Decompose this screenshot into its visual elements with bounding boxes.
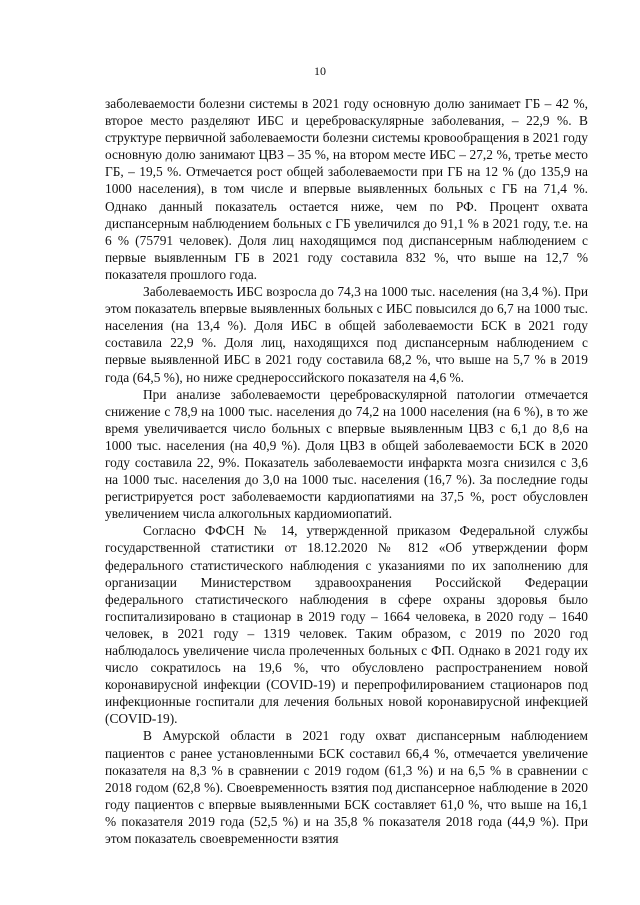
paragraph-amur-dispensary: В Амурской области в 2021 году охват диспансерным наблюдением пациентов с ранее установленными БСК составил 66,4 %, отмечается увеличение показателя на 8,3 % в сравнении с 2019 годом (61,3 %) и на 6,5 % в сравнении с 2018 годом (62,8 %). Своевременность взятия под диспансерное наблюдение в 2020 году пациентов с впервые выявленными БСК составляет 61,0 %, что выше на 16,1 % показателя 2019 года (52,5 %) и на 35,8 % показателя 2018 года (44,9 %). При этом показатель своевременности взятия	[105, 728, 588, 847]
paragraph-atrial-fibrillation: Согласно ФФСН № 14, утвержденной приказом Федеральной службы государственной статистики от 18.12.2020 № 812 «Об утверждении форм федерального статистического наблюдения с указаниями по их заполнению для организации Министерством здравоохранения Российской Федерации федерального статистического наблюдения в сфере охраны здоровья было госпитализировано в стационар в 2019 году – 1664 человека, в 2020 году – 1640 человек, в 2021 году – 1319 человек. Таким образом, с 2019 по 2020 год наблюдалось увеличение числа пролеченных больных с ФП. Однако в 2021 году их число сократилось на 19,6 %, что обусловлено распространением новой коронавирусной инфекции (COVID-19) и перепрофилированием стационаров под инфекционные госпитали для лечения больных новой коронавирусной инфекцией (COVID-19).	[105, 523, 588, 727]
page-number: 10	[314, 64, 326, 78]
document-body	[105, 95, 588, 847]
paragraph-cerebrovascular: При анализе заболеваемости цереброваскулярной патологии отмечается снижение с 78,9 на 1000 тыс. населения до 74,2 на 1000 населения (на 6 %), в то же время увеличивается число больных с впервые выявленным ЦВЗ с 6,1 до 8,6 на 1000 тыс. населения (на 40,9 %). Доля ЦВЗ в общей заболеваемости БСК в 2020 году составила 22, 9%. Показатель заболеваемости инфаркта мозга снизился с 3,6 на 1000 тыс. населения до 3,0 на 1000 тыс. населения (16,7 %). За последние годы регистрируется рост заболеваемости кардиопатиями на 37,5 %, рост обусловлен увеличением числа алкогольных кардиомиопатий.	[105, 386, 588, 522]
paragraph-hypertension: заболеваемости болезни системы в 2021 году основную долю занимает ГБ – 42 %, второе место разделяют ИБС и цереброваскулярные заболевания, – 22,9 %. В структуре первичной заболеваемости болезни системы кровообращения в 2021 году основную долю занимают ЦВЗ – 35 %, на втором месте ИБС – 27,2 %, третье место ГБ, – 19,5 %. Отмечается рост общей заболеваемости при ГБ на 12 % (до 135,9 на 1000 населения), в том числе и впервые выявленных больных с ГБ на 71,4 %. Однако данный показатель остается ниже, чем по РФ. Процент охвата диспансерным наблюдением больных с ГБ увеличился до 91,1 % в 2021 году, т.е. на 6 % (75791 человек). Доля лиц находящимся под диспансерным наблюдением с первые выявленным ГБ в 2021 году составила 832 %, что выше на 12,7 % показателя прошлого года.	[105, 96, 588, 282]
paragraph-ihd: Заболеваемость ИБС возросла до 74,3 на 1000 тыс. населения (на 3,4 %). При этом показатель впервые выявленных больных с ИБС повысился до 6,7 на 1000 тыс. населения (на 13,4 %). Доля ИБС в общей заболеваемости БСК в 2021 году составила 22,9 %. Доля лиц, находящихся под диспансерным наблюдением с первые выявленной ИБС в 2021 году составила 68,2 %, что выше на 5,7 % в 2019 года (64,5 %), но ниже среднероссийского показателя на 4,6 %.	[105, 284, 588, 385]
